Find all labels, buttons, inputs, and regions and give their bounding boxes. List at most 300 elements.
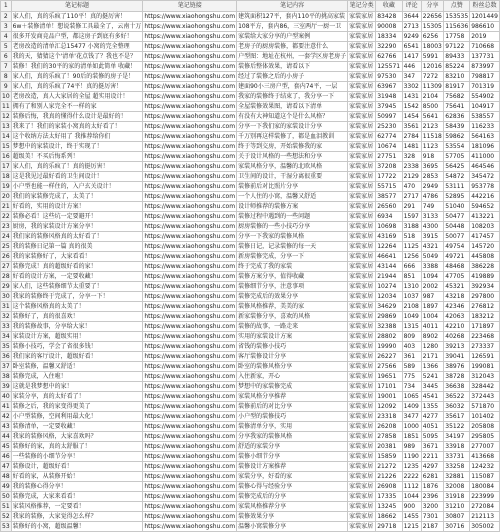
- cell-likes[interactable]: 51040: [444, 202, 470, 212]
- cell-link[interactable]: https://www.xiaohongshu.com: [144, 183, 236, 190]
- table-row[interactable]: [1, 222, 500, 232]
- cell-comments[interactable]: 1455: [402, 512, 421, 522]
- cell-comments[interactable]: 9249: [402, 32, 421, 42]
- cell-likes[interactable]: 38976: [444, 362, 470, 372]
- row-number[interactable]: 41: [2, 403, 10, 410]
- table-row[interactable]: [1, 392, 500, 402]
- row-number[interactable]: 18: [2, 173, 10, 180]
- cell-followers[interactable]: 171897: [470, 322, 500, 332]
- cell-shares[interactable]: 3388: [421, 262, 444, 272]
- cell-favorites[interactable]: 43144: [376, 262, 402, 272]
- row-number[interactable]: 46: [2, 453, 10, 460]
- cell-title[interactable]: 装修好的家，真的太舒服了！: [11, 442, 143, 452]
- table-row[interactable]: [1, 172, 500, 182]
- cell-shares[interactable]: 2949: [421, 182, 444, 192]
- cell-title[interactable]: 我家的装修终于完成了，分享一下！: [11, 292, 143, 302]
- cell-likes[interactable]: 33918: [444, 442, 470, 452]
- table-row[interactable]: [1, 82, 500, 92]
- cell-likes[interactable]: 32881: [444, 472, 470, 482]
- cell-likes[interactable]: 42063: [444, 312, 470, 322]
- cell-followers[interactable]: 392934: [470, 282, 500, 292]
- cell-title[interactable]: 一些装修的小细节分享！: [11, 452, 143, 462]
- cell-favorites[interactable]: 20381: [376, 442, 402, 452]
- cell-comments[interactable]: 1112: [402, 482, 421, 492]
- cell-link[interactable]: https://www.xiaohongshu.com: [144, 473, 236, 480]
- cell-title[interactable]: 老房改造，真人大家居的全屋 超实用设计！: [11, 92, 143, 102]
- cell-followers[interactable]: 223468: [470, 332, 500, 342]
- cell-favorites[interactable]: 27566: [376, 362, 402, 372]
- cell-category[interactable]: 家装家居: [348, 362, 376, 372]
- cell-title[interactable]: 好看的设计方案，一定要收藏！: [11, 272, 143, 282]
- cell-favorites[interactable]: 26208: [376, 422, 402, 432]
- row-number[interactable]: 15: [2, 143, 10, 150]
- column-header-likes[interactable]: 点赞: [444, 1, 470, 12]
- row-number[interactable]: 37: [2, 363, 10, 370]
- cell-favorites[interactable]: 12034: [376, 292, 402, 302]
- cell-link[interactable]: https://www.xiaohongshu.com: [144, 53, 236, 60]
- table-row[interactable]: [1, 252, 500, 262]
- cell-category[interactable]: 家装家居: [348, 22, 376, 32]
- cell-content[interactable]: 我家的装修终于结束了，我分享一下: [237, 92, 348, 102]
- table-row[interactable]: [1, 502, 500, 512]
- cell-link[interactable]: https://www.xiaohongshu.com: [144, 253, 236, 260]
- row-number[interactable]: 7: [1, 62, 12, 72]
- cell-title[interactable]: 家人们，这些装修细节太重要了！: [11, 282, 143, 292]
- cell-link[interactable]: https://www.xiaohongshu.com: [144, 283, 236, 290]
- cell-likes[interactable]: 34197: [444, 432, 470, 442]
- cell-title[interactable]: 好看的，实用的设计方案！: [11, 202, 143, 212]
- row-number[interactable]: 3: [1, 22, 12, 32]
- cell-category[interactable]: 家装家居: [348, 172, 376, 182]
- cell-link[interactable]: https://www.xiaohongshu.com: [144, 483, 236, 490]
- cell-content[interactable]: 装修设计方案推荐: [237, 462, 348, 472]
- cell-content[interactable]: 卫生间的设计，干湿分离很重要: [237, 172, 348, 182]
- row-number[interactable]: 19: [2, 183, 10, 190]
- table-row[interactable]: [1, 142, 500, 152]
- cell-content[interactable]: 实用的家装设计方案: [237, 332, 348, 342]
- cell-title[interactable]: 家装分享，真的太好看了！: [11, 392, 143, 402]
- cell-category[interactable]: 家装家居: [348, 202, 376, 212]
- cell-content[interactable]: 装修小细节分享: [237, 452, 348, 462]
- cell-favorites[interactable]: 21226: [376, 472, 402, 482]
- cell-likes[interactable]: 153535: [445, 13, 469, 20]
- cell-favorites[interactable]: 63967: [376, 82, 402, 92]
- cell-likes[interactable]: 40268: [444, 332, 470, 342]
- cell-likes[interactable]: 75682: [444, 92, 470, 102]
- cell-link[interactable]: https://www.xiaohongshu.com: [144, 503, 236, 510]
- cell-followers[interactable]: 2019: [470, 32, 500, 42]
- cell-favorites[interactable]: 23318: [376, 412, 402, 422]
- cell-favorites[interactable]: 25230: [376, 122, 402, 132]
- cell-likes[interactable]: 36522: [444, 392, 470, 402]
- cell-comments[interactable]: 3477: [402, 412, 421, 422]
- cell-comments[interactable]: 1000: [402, 422, 421, 432]
- cell-favorites[interactable]: 29869: [376, 312, 402, 322]
- cell-followers[interactable]: 417457: [470, 232, 500, 242]
- cell-favorites[interactable]: 34629: [376, 302, 402, 312]
- cell-category[interactable]: 家装家居: [348, 62, 376, 72]
- cell-likes[interactable]: 43218: [444, 292, 470, 302]
- table-row[interactable]: [1, 432, 500, 442]
- column-header-category[interactable]: 笔记分类: [348, 1, 376, 12]
- cell-likes[interactable]: 54872: [444, 172, 470, 182]
- cell-followers[interactable]: 223999: [470, 492, 500, 502]
- table-row[interactable]: [1, 452, 500, 462]
- cell-link[interactable]: https://www.xiaohongshu.com: [144, 153, 236, 160]
- row-number[interactable]: 52: [2, 513, 10, 520]
- table-row[interactable]: [1, 192, 500, 202]
- row-number[interactable]: 38: [2, 373, 10, 380]
- table-row[interactable]: [1, 342, 500, 352]
- cell-followers[interactable]: 710668: [470, 42, 500, 52]
- cell-comments[interactable]: 291: [402, 202, 421, 212]
- cell-shares[interactable]: 4277: [421, 412, 444, 422]
- cell-category[interactable]: 家装家居: [348, 132, 376, 142]
- cell-shares[interactable]: 7272: [421, 72, 444, 82]
- cell-content[interactable]: 装修前后对比照片分享: [237, 182, 348, 192]
- cell-title[interactable]: 家装风格推荐，一定要看！: [11, 502, 143, 512]
- cell-comments[interactable]: 989: [402, 442, 421, 452]
- cell-link[interactable]: https://www.xiaohongshu.com: [144, 523, 236, 530]
- cell-likes[interactable]: 97122: [444, 42, 470, 52]
- cell-category[interactable]: 家装家居: [348, 222, 376, 232]
- cell-title[interactable]: 这个装修风格真的太美了！: [11, 302, 143, 312]
- row-number[interactable]: 33: [2, 323, 10, 330]
- cell-shares[interactable]: 2187: [421, 522, 444, 532]
- cell-content[interactable]: 装修后整体效果，请看以下: [237, 62, 348, 72]
- cell-category[interactable]: 家装家居: [348, 152, 376, 162]
- cell-comments[interactable]: 1256: [402, 252, 421, 262]
- cell-followers[interactable]: 183212: [470, 312, 500, 322]
- cell-link[interactable]: https://www.xiaohongshu.com: [144, 383, 236, 390]
- row-number[interactable]: 42: [2, 413, 10, 420]
- cell-category[interactable]: 家装家居: [348, 272, 376, 282]
- cell-link[interactable]: https://www.xiaohongshu.com: [144, 443, 236, 450]
- cell-category[interactable]: 家装家居: [348, 522, 376, 532]
- cell-link[interactable]: https://www.xiaohongshu.com: [144, 43, 236, 50]
- cell-comments[interactable]: 1215: [402, 522, 421, 532]
- table-row[interactable]: [1, 132, 500, 142]
- row-number[interactable]: 51: [2, 503, 10, 510]
- row-number[interactable]: 11: [2, 103, 10, 110]
- table-row[interactable]: [1, 472, 500, 482]
- cell-category[interactable]: 家装家居: [348, 382, 376, 392]
- cell-likes[interactable]: 30807: [444, 512, 470, 522]
- cell-category[interactable]: 家装家居: [348, 452, 376, 462]
- table-row[interactable]: [1, 152, 500, 162]
- cell-category[interactable]: 家装家居: [348, 342, 376, 352]
- row-number[interactable]: 35: [2, 343, 10, 350]
- cell-shares[interactable]: 3671: [421, 442, 444, 452]
- cell-content[interactable]: 终于等到交房，开始装修我的家: [237, 142, 348, 152]
- cell-title[interactable]: 好看的家，从装修开始！: [11, 472, 143, 482]
- cell-followers[interactable]: 137731: [470, 52, 500, 62]
- cell-likes[interactable]: 33258: [444, 462, 470, 472]
- table-row[interactable]: [1, 42, 500, 52]
- cell-followers[interactable]: 571870: [470, 402, 500, 412]
- row-number[interactable]: 8: [1, 72, 12, 82]
- table-row[interactable]: [1, 92, 500, 102]
- cell-content[interactable]: 老房子的厨房装修，都要注意什么: [237, 42, 348, 52]
- cell-category[interactable]: 家装家居: [348, 402, 376, 412]
- cell-link[interactable]: https://www.xiaohongshu.com: [144, 433, 236, 440]
- cell-title[interactable]: 装修完成，大家来看看！: [11, 492, 143, 502]
- row-number[interactable]: 26: [2, 253, 10, 260]
- cell-link[interactable]: https://www.xiaohongshu.com: [144, 373, 236, 380]
- cell-content[interactable]: 分享我家的装修风格: [237, 432, 348, 442]
- cell-content[interactable]: 家装风格分享，温馨的北欧风格: [237, 162, 348, 172]
- cell-category[interactable]: 家装家居: [348, 392, 376, 402]
- cell-comments[interactable]: 361: [402, 352, 421, 362]
- cell-followers[interactable]: 295805: [470, 432, 500, 442]
- cell-content[interactable]: 装修前后的对比分享: [237, 402, 348, 412]
- cell-category[interactable]: 家装家居: [348, 82, 376, 92]
- cell-likes[interactable]: 50477: [444, 212, 470, 222]
- cell-link[interactable]: https://www.xiaohongshu.com: [144, 23, 236, 30]
- table-row[interactable]: [1, 112, 500, 122]
- cell-shares[interactable]: 4786: [421, 192, 444, 202]
- cell-link[interactable]: https://www.xiaohongshu.com: [144, 393, 236, 400]
- cell-content[interactable]: 装修方案分享，值得收藏: [237, 272, 348, 282]
- cell-favorites[interactable]: 90008: [376, 22, 402, 32]
- cell-followers[interactable]: 328442: [470, 382, 500, 392]
- cell-followers[interactable]: 205808: [470, 422, 500, 432]
- cell-favorites[interactable]: 97530: [376, 72, 402, 82]
- cell-likes[interactable]: 115636: [445, 23, 469, 30]
- cell-followers[interactable]: 564163: [470, 132, 500, 142]
- cell-favorites[interactable]: 28802: [376, 332, 402, 342]
- cell-title[interactable]: 装修必看！这些坑一定要避开！: [11, 212, 143, 222]
- cell-title[interactable]: 装修好了，真的很喜欢！: [11, 312, 143, 322]
- cell-likes[interactable]: 39213: [444, 342, 470, 352]
- cell-link[interactable]: https://www.xiaohongshu.com: [144, 133, 236, 140]
- table-row[interactable]: [1, 262, 500, 272]
- cell-content[interactable]: 建筑面积127平，套内110平的挑高家装: [237, 12, 348, 22]
- cell-favorites[interactable]: 27751: [376, 152, 402, 162]
- cell-content[interactable]: 装修效果分享: [237, 512, 348, 522]
- cell-category[interactable]: 家装家居: [348, 162, 376, 172]
- row-number[interactable]: 24: [2, 233, 10, 240]
- table-row[interactable]: [1, 22, 500, 32]
- cell-favorites[interactable]: 32290: [376, 42, 402, 52]
- cell-content[interactable]: 千万别再这样装修了，都是血泪教训: [237, 132, 348, 142]
- table-row[interactable]: [1, 202, 500, 212]
- table-row[interactable]: [1, 312, 500, 322]
- cell-comments[interactable]: 2338: [402, 162, 421, 172]
- cell-comments[interactable]: 851: [402, 272, 421, 282]
- cell-favorites[interactable]: 50997: [376, 112, 402, 122]
- cell-comments[interactable]: 2717: [402, 192, 421, 202]
- cell-title[interactable]: 小户型装修，空间利用最大化！: [11, 412, 143, 422]
- cell-favorites[interactable]: 27858: [376, 432, 402, 442]
- cell-link[interactable]: https://www.xiaohongshu.com: [144, 93, 236, 100]
- cell-comments[interactable]: 589: [402, 362, 421, 372]
- cell-content[interactable]: 108平方，套内86，三室两厅一厨一卫: [237, 22, 348, 32]
- table-row[interactable]: [1, 102, 500, 112]
- cell-followers[interactable]: 445808: [470, 252, 500, 262]
- cell-comments[interactable]: 1454: [402, 112, 421, 122]
- cell-comments[interactable]: 1409: [402, 402, 421, 412]
- cell-comments[interactable]: 470: [402, 182, 421, 192]
- cell-category[interactable]: 家装家居: [348, 332, 376, 342]
- cell-content[interactable]: 梦想中的家装修完成: [237, 382, 348, 392]
- cell-followers[interactable]: 538557: [470, 112, 500, 122]
- cell-link[interactable]: https://www.xiaohongshu.com: [144, 73, 236, 80]
- table-row[interactable]: [1, 322, 500, 332]
- cell-content[interactable]: 装修日记，记录装修的每一天: [237, 242, 348, 252]
- cell-shares[interactable]: 11518: [422, 133, 442, 140]
- column-header-title[interactable]: 笔记标题: [11, 1, 143, 12]
- cell-likes[interactable]: 49754: [444, 242, 470, 252]
- cell-title[interactable]: 厨房，我的家装设计方案分享！: [11, 222, 143, 232]
- cell-followers[interactable]: 1201449: [471, 13, 498, 20]
- cell-followers[interactable]: 199081: [470, 362, 500, 372]
- cell-content[interactable]: 装修心得与经验分享: [237, 482, 348, 492]
- cell-link[interactable]: https://www.xiaohongshu.com: [144, 493, 236, 500]
- row-number[interactable]: 5: [1, 42, 12, 52]
- table-row[interactable]: [1, 302, 500, 312]
- cell-comments[interactable]: 2713: [402, 22, 421, 32]
- cell-link[interactable]: https://www.xiaohongshu.com: [144, 163, 236, 170]
- cell-favorites[interactable]: 55715: [376, 182, 402, 192]
- cell-shares[interactable]: 1876: [421, 482, 444, 492]
- table-row[interactable]: [1, 422, 500, 432]
- cell-category[interactable]: 家装家居: [348, 112, 376, 122]
- cell-link[interactable]: https://www.xiaohongshu.com: [144, 143, 236, 150]
- cell-likes[interactable]: 52895: [444, 192, 470, 202]
- cell-followers[interactable]: 212113: [470, 512, 500, 522]
- cell-title[interactable]: 拥有了和别人家完全不一样的家: [11, 102, 143, 112]
- cell-favorites[interactable]: 32388: [376, 322, 402, 332]
- cell-likes[interactable]: 75641: [444, 102, 470, 112]
- column-header-favorites[interactable]: 收藏: [376, 1, 402, 12]
- cell-followers[interactable]: 145720: [470, 242, 500, 252]
- cell-shares[interactable]: 3915: [421, 232, 444, 242]
- cell-favorites[interactable]: 12092: [376, 402, 402, 412]
- cell-title[interactable]: 我的装修心得分享！: [11, 482, 143, 492]
- cell-link[interactable]: https://www.xiaohongshu.com: [144, 213, 236, 220]
- cell-followers[interactable]: 104917: [470, 102, 500, 112]
- row-number[interactable]: 44: [2, 433, 10, 440]
- cell-followers[interactable]: 554902: [470, 92, 500, 102]
- cell-content[interactable]: 温馨小窝装修分享: [237, 522, 348, 532]
- cell-content[interactable]: 分享一下我们家的家装设计分享: [237, 122, 348, 132]
- cell-title[interactable]: 我来了！我们的家装小窝真的太好看了！: [11, 122, 143, 132]
- cell-likes[interactable]: 31918: [444, 492, 470, 502]
- cell-followers[interactable]: 277007: [470, 442, 500, 452]
- row-number[interactable]: 39: [2, 383, 10, 390]
- cell-shares[interactable]: 2171: [421, 352, 444, 362]
- cell-shares[interactable]: 4300: [421, 222, 444, 232]
- cell-category[interactable]: 家装家居: [348, 52, 376, 62]
- row-number[interactable]: 43: [2, 423, 10, 430]
- cell-followers[interactable]: 986610: [470, 22, 500, 32]
- cell-likes[interactable]: 17758: [444, 32, 470, 42]
- cell-followers[interactable]: 124232: [470, 462, 500, 472]
- cell-category[interactable]: 家装家居: [348, 422, 376, 432]
- cell-title[interactable]: 我的装修日记第一篇 真的很美: [11, 242, 143, 252]
- cell-title[interactable]: 我们家的客厅设计，超级好看！: [11, 352, 143, 362]
- cell-shares[interactable]: 4297: [421, 462, 444, 472]
- cell-likes[interactable]: 53111: [444, 182, 470, 192]
- column-header-content[interactable]: 笔记内容: [237, 1, 348, 12]
- table-row[interactable]: [1, 402, 500, 412]
- cell-followers[interactable]: 297800: [470, 292, 500, 302]
- cell-likes[interactable]: 42346: [444, 302, 470, 312]
- cell-content[interactable]: 有没有大神知道这个是什么风格？: [237, 112, 348, 122]
- cell-comments[interactable]: 1315: [402, 322, 421, 332]
- cell-likes[interactable]: 58439: [444, 122, 470, 132]
- cell-followers[interactable]: 345472: [470, 172, 500, 182]
- table-row[interactable]: [1, 412, 500, 422]
- cell-content[interactable]: 省钱的装修小技巧: [237, 342, 348, 352]
- cell-followers[interactable]: 953778: [470, 182, 500, 192]
- cell-content[interactable]: 一个人住的小窝，温馨又舒适: [237, 192, 348, 202]
- cell-title[interactable]: 家装设计方案，超级实用！: [11, 332, 143, 342]
- cell-favorites[interactable]: 26908: [376, 482, 402, 492]
- cell-content[interactable]: 终于完成了我的家装: [237, 262, 348, 272]
- cell-comments[interactable]: 775: [402, 372, 421, 382]
- cell-content[interactable]: 家装给大家分享的户型案例: [237, 32, 348, 42]
- cell-shares[interactable]: 2002: [421, 282, 444, 292]
- table-row[interactable]: [1, 382, 500, 392]
- cell-shares[interactable]: 3200: [421, 502, 444, 512]
- row-number[interactable]: 16: [2, 153, 10, 160]
- cell-comments[interactable]: 1235: [402, 462, 421, 472]
- cell-category[interactable]: 家装家居: [348, 212, 376, 222]
- cell-content[interactable]: 装修细节分享，注意事项: [237, 282, 348, 292]
- cell-followers[interactable]: 126591: [470, 352, 500, 362]
- cell-comments[interactable]: 403: [402, 342, 421, 352]
- cell-category[interactable]: 家装家居: [348, 312, 376, 322]
- cell-favorites[interactable]: 6934: [376, 212, 402, 222]
- cell-title[interactable]: 这个收纳方法太好用了 我推荐给你们: [11, 132, 143, 142]
- cell-shares[interactable]: 1004: [421, 312, 444, 322]
- cell-likes[interactable]: 35617: [444, 412, 470, 422]
- cell-favorites[interactable]: 38577: [376, 192, 402, 202]
- cell-favorites[interactable]: 62774: [376, 132, 402, 142]
- cell-category[interactable]: 家装家居: [348, 412, 376, 422]
- table-row[interactable]: [1, 282, 500, 292]
- cell-title[interactable]: 装修小技巧，学会了省很多钱！: [11, 342, 143, 352]
- cell-link[interactable]: https://www.xiaohongshu.com: [144, 123, 236, 130]
- cell-content[interactable]: 新家装修分享，喜欢的风格: [237, 312, 348, 322]
- cell-link[interactable]: https://www.xiaohongshu.com: [144, 353, 236, 360]
- cell-link[interactable]: https://www.xiaohongshu.com: [144, 513, 236, 520]
- cell-link[interactable]: https://www.xiaohongshu.com: [144, 263, 236, 270]
- cell-shares[interactable]: 15305: [422, 23, 442, 30]
- cell-content[interactable]: 家装分享，好看的家: [237, 472, 348, 482]
- cell-title[interactable]: 家人们，真的乐疯了110平！真的挺厉害！: [11, 12, 143, 22]
- cell-shares[interactable]: 6256: [421, 32, 444, 42]
- row-number[interactable]: 47: [2, 463, 10, 470]
- cell-likes[interactable]: 45321: [444, 282, 470, 292]
- cell-shares[interactable]: 1897: [421, 302, 444, 312]
- cell-likes[interactable]: 33731: [444, 452, 470, 462]
- cell-comments[interactable]: 1310: [402, 282, 421, 292]
- cell-likes[interactable]: 59862: [444, 132, 470, 142]
- table-row[interactable]: [1, 522, 500, 532]
- cell-likes[interactable]: 38728: [444, 372, 470, 382]
- cell-shares[interactable]: 18003: [422, 43, 442, 50]
- column-header-link[interactable]: 笔记链接: [143, 1, 237, 12]
- cell-followers[interactable]: 798817: [470, 72, 500, 82]
- cell-followers[interactable]: 115087: [470, 472, 500, 482]
- cell-category[interactable]: 家装家居: [348, 42, 376, 52]
- cell-content[interactable]: 装修清单分享，实用: [237, 422, 348, 432]
- cell-category[interactable]: 家装家居: [348, 92, 376, 102]
- cell-comments[interactable]: 518: [402, 232, 421, 242]
